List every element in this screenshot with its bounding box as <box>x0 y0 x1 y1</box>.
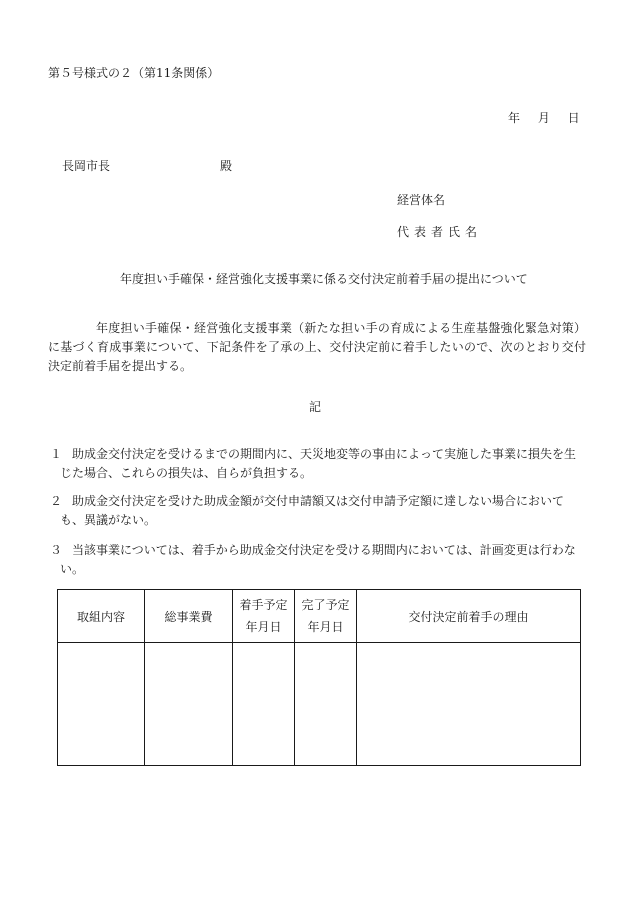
addressee-line <box>62 158 232 174</box>
header-start-date-line1: 着手予定 <box>239 598 288 612</box>
header-reason: 交付決定前着手の理由 <box>357 590 581 643</box>
project-table <box>57 589 581 766</box>
document-title: 年度担い手確保・経営強化支援事業に係る交付決定前着手届の提出について <box>120 272 528 286</box>
header-start-date <box>233 590 295 643</box>
cell-total-cost[interactable] <box>145 643 233 766</box>
addressee-name: 長岡市長 <box>62 159 111 173</box>
condition-text: 助成金交付決定を受けるまでの期間内に、天災地変等の事由によって実施した事業に損失を生じた場合、これらの損失は、自らが負担する。 <box>60 447 577 480</box>
condition-item <box>48 445 586 483</box>
condition-number: １ <box>50 447 63 461</box>
header-activity: 取組内容 <box>58 590 145 643</box>
condition-number: ２ <box>50 494 63 508</box>
condition-number: ３ <box>50 543 63 557</box>
header-total-cost: 総事業費 <box>145 590 233 643</box>
cell-activity[interactable] <box>58 643 145 766</box>
cell-end-date[interactable] <box>295 643 357 766</box>
condition-item <box>48 541 586 579</box>
table-row <box>58 643 581 766</box>
representative-label: 代表者氏名 <box>397 225 483 239</box>
condition-text: 当該事業については、着手から助成金交付決定を受ける期間内においては、計画変更は行わない。 <box>60 543 576 576</box>
organization-label: 経営体名 <box>397 193 446 207</box>
addressee-honorific: 殿 <box>220 159 233 173</box>
cell-reason[interactable] <box>357 643 581 766</box>
table-header-row <box>58 590 581 643</box>
form-number: 第５号様式の２（第11条関係） <box>48 66 220 80</box>
header-start-date-line2: 年月日 <box>245 620 282 634</box>
condition-text: 助成金交付決定を受けた助成金額が交付申請額又は交付申請予定額に達しない場合においても、異議がない。 <box>60 494 565 527</box>
document-body: 年度担い手確保・経営強化支援事業（新たな担い手の育成による生産基盤強化緊急対策）に基づく育成事業について、下記条件を了承の上、交付決定前に着手したいので、次のとおり交付決定前着手届を提出する。 <box>48 321 586 373</box>
header-end-date-line2: 年月日 <box>307 620 344 634</box>
header-end-date-line1: 完了予定 <box>301 598 350 612</box>
cell-start-date[interactable] <box>233 643 295 766</box>
condition-item <box>48 492 586 530</box>
ki-heading: 記 <box>309 400 322 414</box>
header-end-date <box>295 590 357 643</box>
date-line: 年 月 日 <box>508 111 580 125</box>
